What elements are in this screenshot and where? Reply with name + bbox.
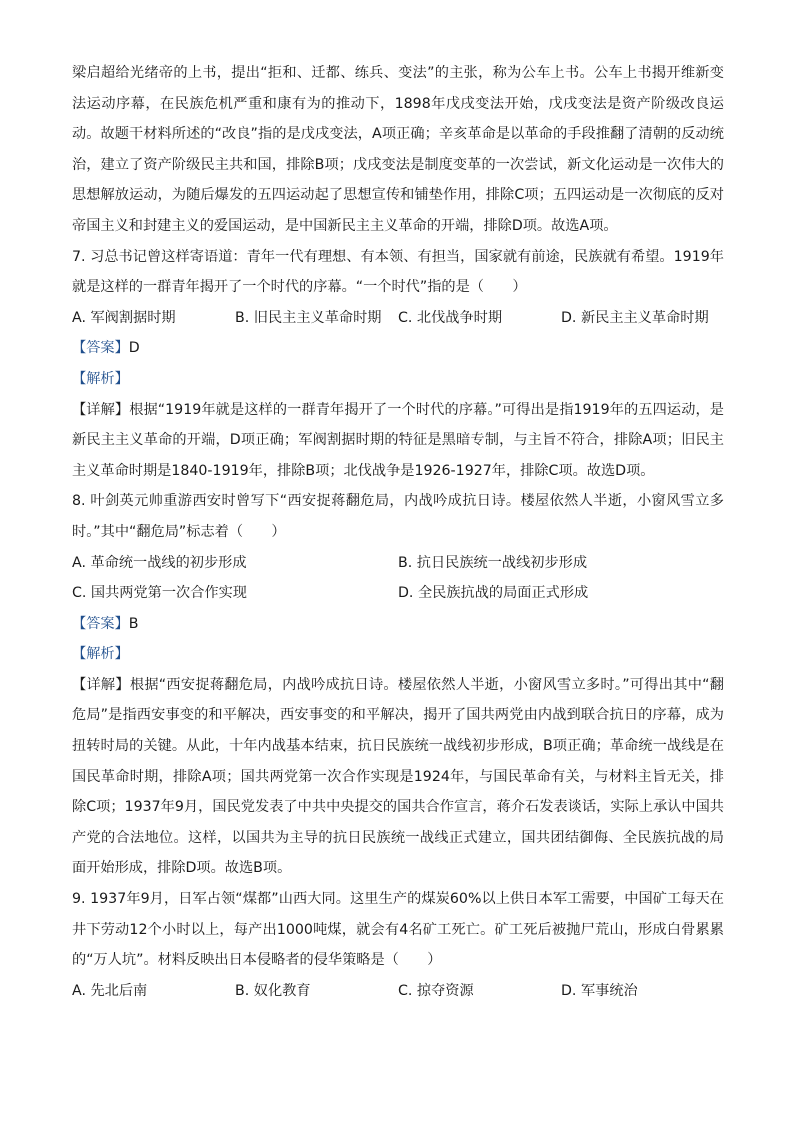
question-9-option-d: D. 军事统治 [561, 982, 638, 999]
question-9-option-c: C. 掠夺资源 [398, 982, 474, 999]
question-7-answer [72, 333, 724, 364]
question-8-option-c: C. 国共两党第一次合作实现 [72, 585, 247, 602]
question-8-answer-value: B [128, 615, 139, 632]
document-page [72, 58, 724, 1006]
question-9-option-a: A. 先北后南 [72, 982, 148, 999]
question-8-option-b: B. 抗日民族统一战线初步形成 [398, 554, 588, 571]
answer-label: 【答案】 [72, 615, 129, 632]
question-7-detail [72, 395, 724, 487]
question-8-options-row-1 [72, 548, 724, 579]
question-8-answer [72, 609, 724, 640]
question-9-options [72, 976, 724, 1007]
question-7-option-a: A. 军阀割据时期 [72, 309, 176, 326]
question-8-detail-text: 根据“西安捉蒋翻危局，内战吟成抗日诗。楼屋依然人半逝，小窗风雪立多时。”可得出其中“翻危局”是指西安事变的和平解决，西安事变的和平解决，揭开了国共两党由内战到联合抗日的序幕，成为扭转时局的关键。从此，十年内战基本结束，抗日民族统一战线初步形成，B项正确；革命统一战线是在国民革命时期，排除A项；国共两党第一次合作实现是1924年，与国民革命有关，与材料主旨无关，排除C项；1937年9月，国民党发表了中共中央提交的国共合作宣言，蒋介石发表谈话，实际上承认中国共产党的合法地位。这样，以国共为主导的抗日民族统一战线正式建立，国共团结御侮、全民族抗战的局面开始形成，排除D项。故选B项。 [72, 676, 724, 877]
question-8-option-a: A. 革命统一战线的初步形成 [72, 554, 247, 571]
answer-label: 【答案】 [72, 340, 129, 357]
question-8-option-d: D. 全民族抗战的局面正式形成 [398, 585, 589, 602]
question-7-option-b: B. 旧民主主义革命时期 [235, 309, 382, 326]
question-8-options-row-2 [72, 578, 724, 609]
detail-label: 【详解】 [72, 676, 130, 693]
previous-analysis-continuation: 梁启超给光绪帝的上书，提出“拒和、迁都、练兵、变法”的主张，称为公车上书。公车上书揭开维新变法运动序幕，在民族危机严重和康有为的推动下，1898年戊戌变法开始，戊戌变法是资产阶级改良运动。故题干材料所述的“改良”指的是戊戌变法，A项正确；辛亥革命是以革命的手段推翻了清朝的反动统治，建立了资产阶级民主共和国，排除B项；戊戌变法是制度变革的一次尝试，新文化运动是一次伟大的思想解放运动，为随后爆发的五四运动起了思想宣传和铺垫作用，排除C项；五四运动是一次彻底的反对帝国主义和封建主义的爱国运动，是中国新民主主义革命的开端，排除D项。故选A项。 [72, 65, 724, 234]
question-9-stem: 9. 1937年9月，日军占领“煤都”山西大同。这里生产的煤炭60%以上供日本军工需要，中国矿工每天在井下劳动12个小时以上，每产出1000吨煤，就会有4名矿工死亡。矿工死后被抛尸荒山，形成白骨累累的“万人坑”。材料反映出日本侵略者的侵华策略是（ ） [72, 891, 724, 969]
question-8-analysis-heading [72, 639, 724, 670]
question-7-options [72, 303, 724, 334]
question-7-option-c: C. 北伐战争时期 [398, 309, 503, 326]
analysis-label: 【解析】 [72, 370, 129, 387]
question-8-detail [72, 670, 724, 884]
question-7-stem: 7. 习总书记曾这样寄语道：青年一代有理想、有本领、有担当，国家就有前途，民族就有希望。1919年就是这样的一群青年揭开了一个时代的序幕。“一个时代”指的是（ ） [72, 248, 724, 296]
question-7-answer-value: D [128, 340, 140, 357]
question-8-stem: 8. 叶剑英元帅重游西安时曾写下“西安捉蒋翻危局，内战吟成抗日诗。楼屋依然人半逝，小窗风雪立多时。”其中“翻危局”标志着（ ） [72, 493, 724, 540]
question-7-option-d: D. 新民主主义革命时期 [561, 309, 709, 326]
question-7-detail-text: 根据“1919年就是这样的一群青年揭开了一个时代的序幕。”可得出是指1919年的五四运动，是新民主主义革命的开端，D项正确；军阀割据时期的特征是黑暗专制，与主旨不符合，排除A项；旧民主主义革命时期是1840-1919年，排除B项；北伐战争是1926-1927年，排除C项。故选D项。 [72, 401, 724, 479]
question-9-option-b: B. 奴化教育 [235, 982, 311, 999]
analysis-label: 【解析】 [72, 646, 129, 663]
question-7-analysis-heading [72, 364, 724, 395]
detail-label: 【详解】 [72, 401, 130, 418]
